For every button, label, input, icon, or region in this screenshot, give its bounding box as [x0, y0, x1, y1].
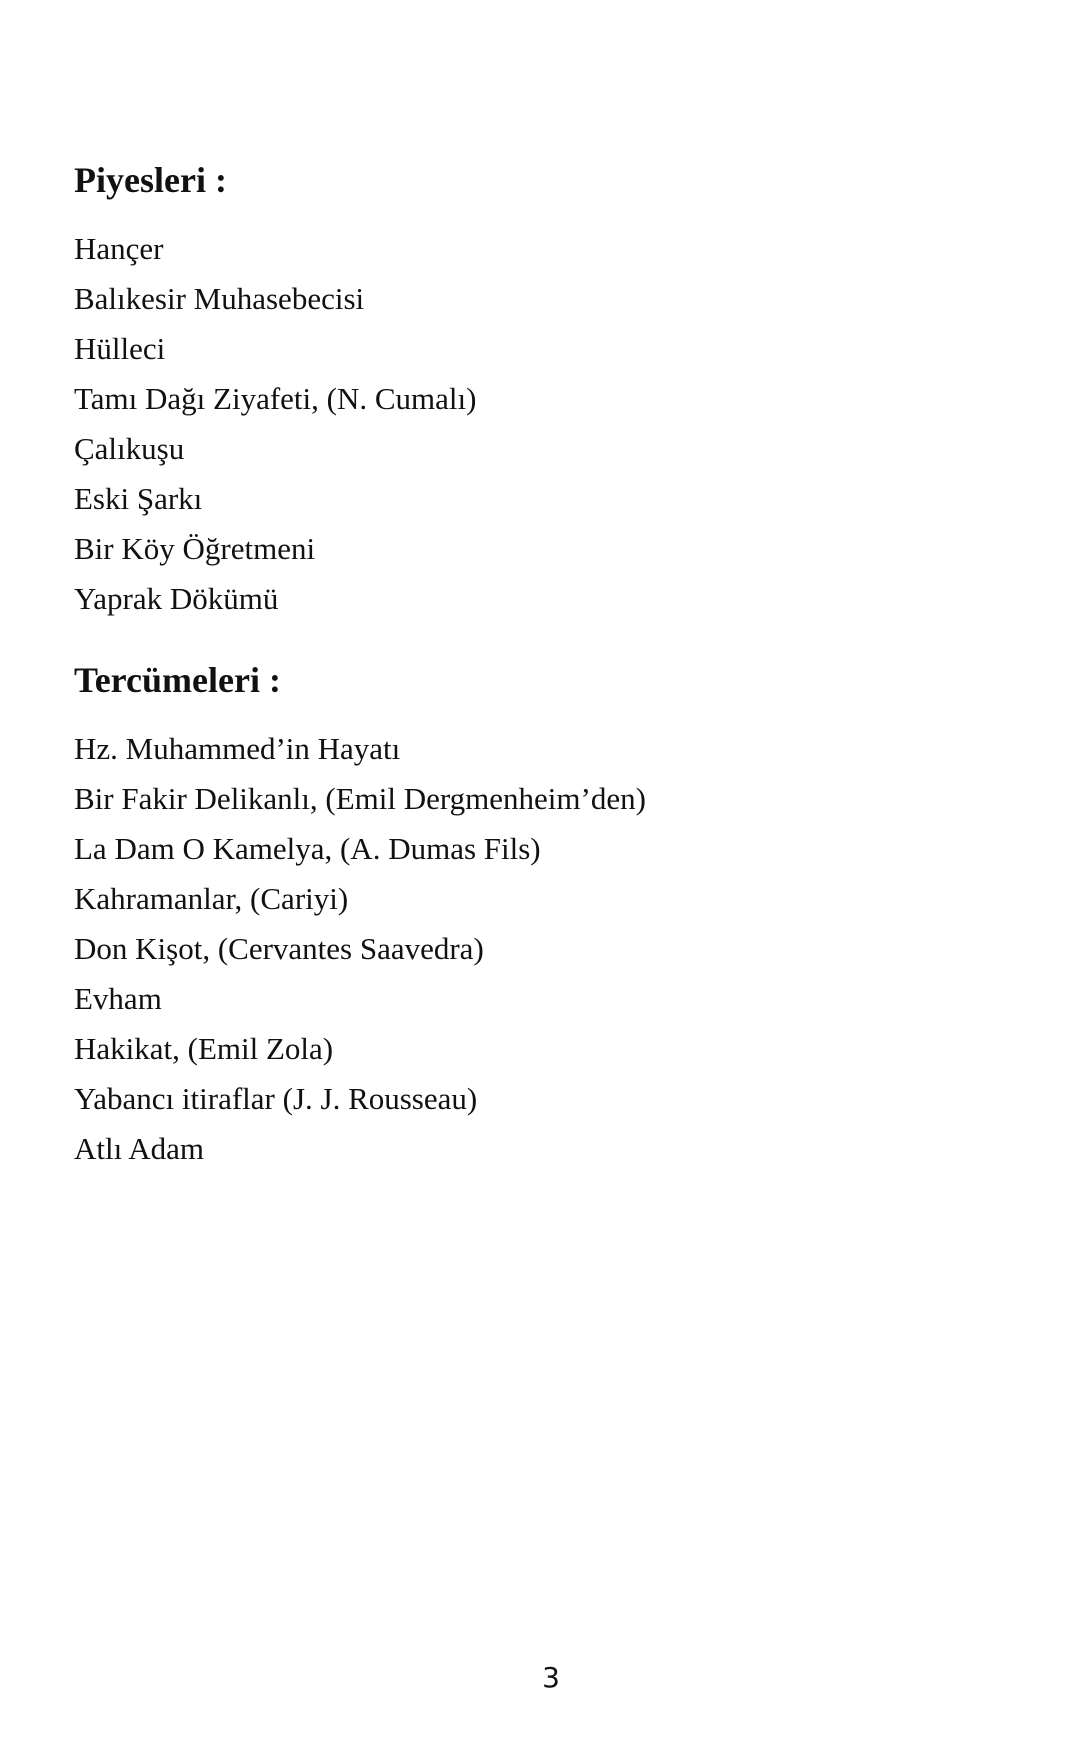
page-number: 3	[542, 1661, 560, 1694]
list-item: Hülleci	[74, 331, 166, 366]
list-item: Evham	[74, 981, 162, 1016]
translations-section	[74, 658, 974, 1174]
list-item: Balıkesir Muhasebecisi	[74, 281, 365, 316]
list-item: Hakikat, (Emil Zola)	[74, 1031, 334, 1066]
translations-list	[74, 724, 974, 1174]
list-item: Eski Şarkı	[74, 481, 203, 516]
list-item: Don Kişot, (Cervantes Saavedra)	[74, 931, 484, 966]
list-item: Bir Fakir Delikanlı, (Emil Dergmenheim’den)	[74, 781, 646, 816]
list-item: Hz. Muhammed’in Hayatı	[74, 731, 401, 766]
plays-heading: Piyesleri :	[74, 160, 227, 200]
list-item: Tamı Dağı Ziyafeti, (N. Cumalı)	[74, 381, 477, 416]
list-item: Yaprak Dökümü	[74, 581, 279, 616]
list-item: Kahramanlar, (Cariyi)	[74, 881, 349, 916]
list-item: Bir Köy Öğretmeni	[74, 531, 316, 566]
list-item: Çalıkuşu	[74, 431, 185, 466]
list-item: Hançer	[74, 231, 164, 266]
list-item: Atlı Adam	[74, 1131, 205, 1166]
plays-list	[74, 224, 974, 624]
list-item: Yabancı itiraflar (J. J. Rousseau)	[74, 1081, 478, 1116]
translations-heading: Tercümeleri :	[74, 660, 281, 700]
list-item: La Dam O Kamelya, (A. Dumas Fils)	[74, 831, 541, 866]
plays-section	[74, 158, 974, 624]
